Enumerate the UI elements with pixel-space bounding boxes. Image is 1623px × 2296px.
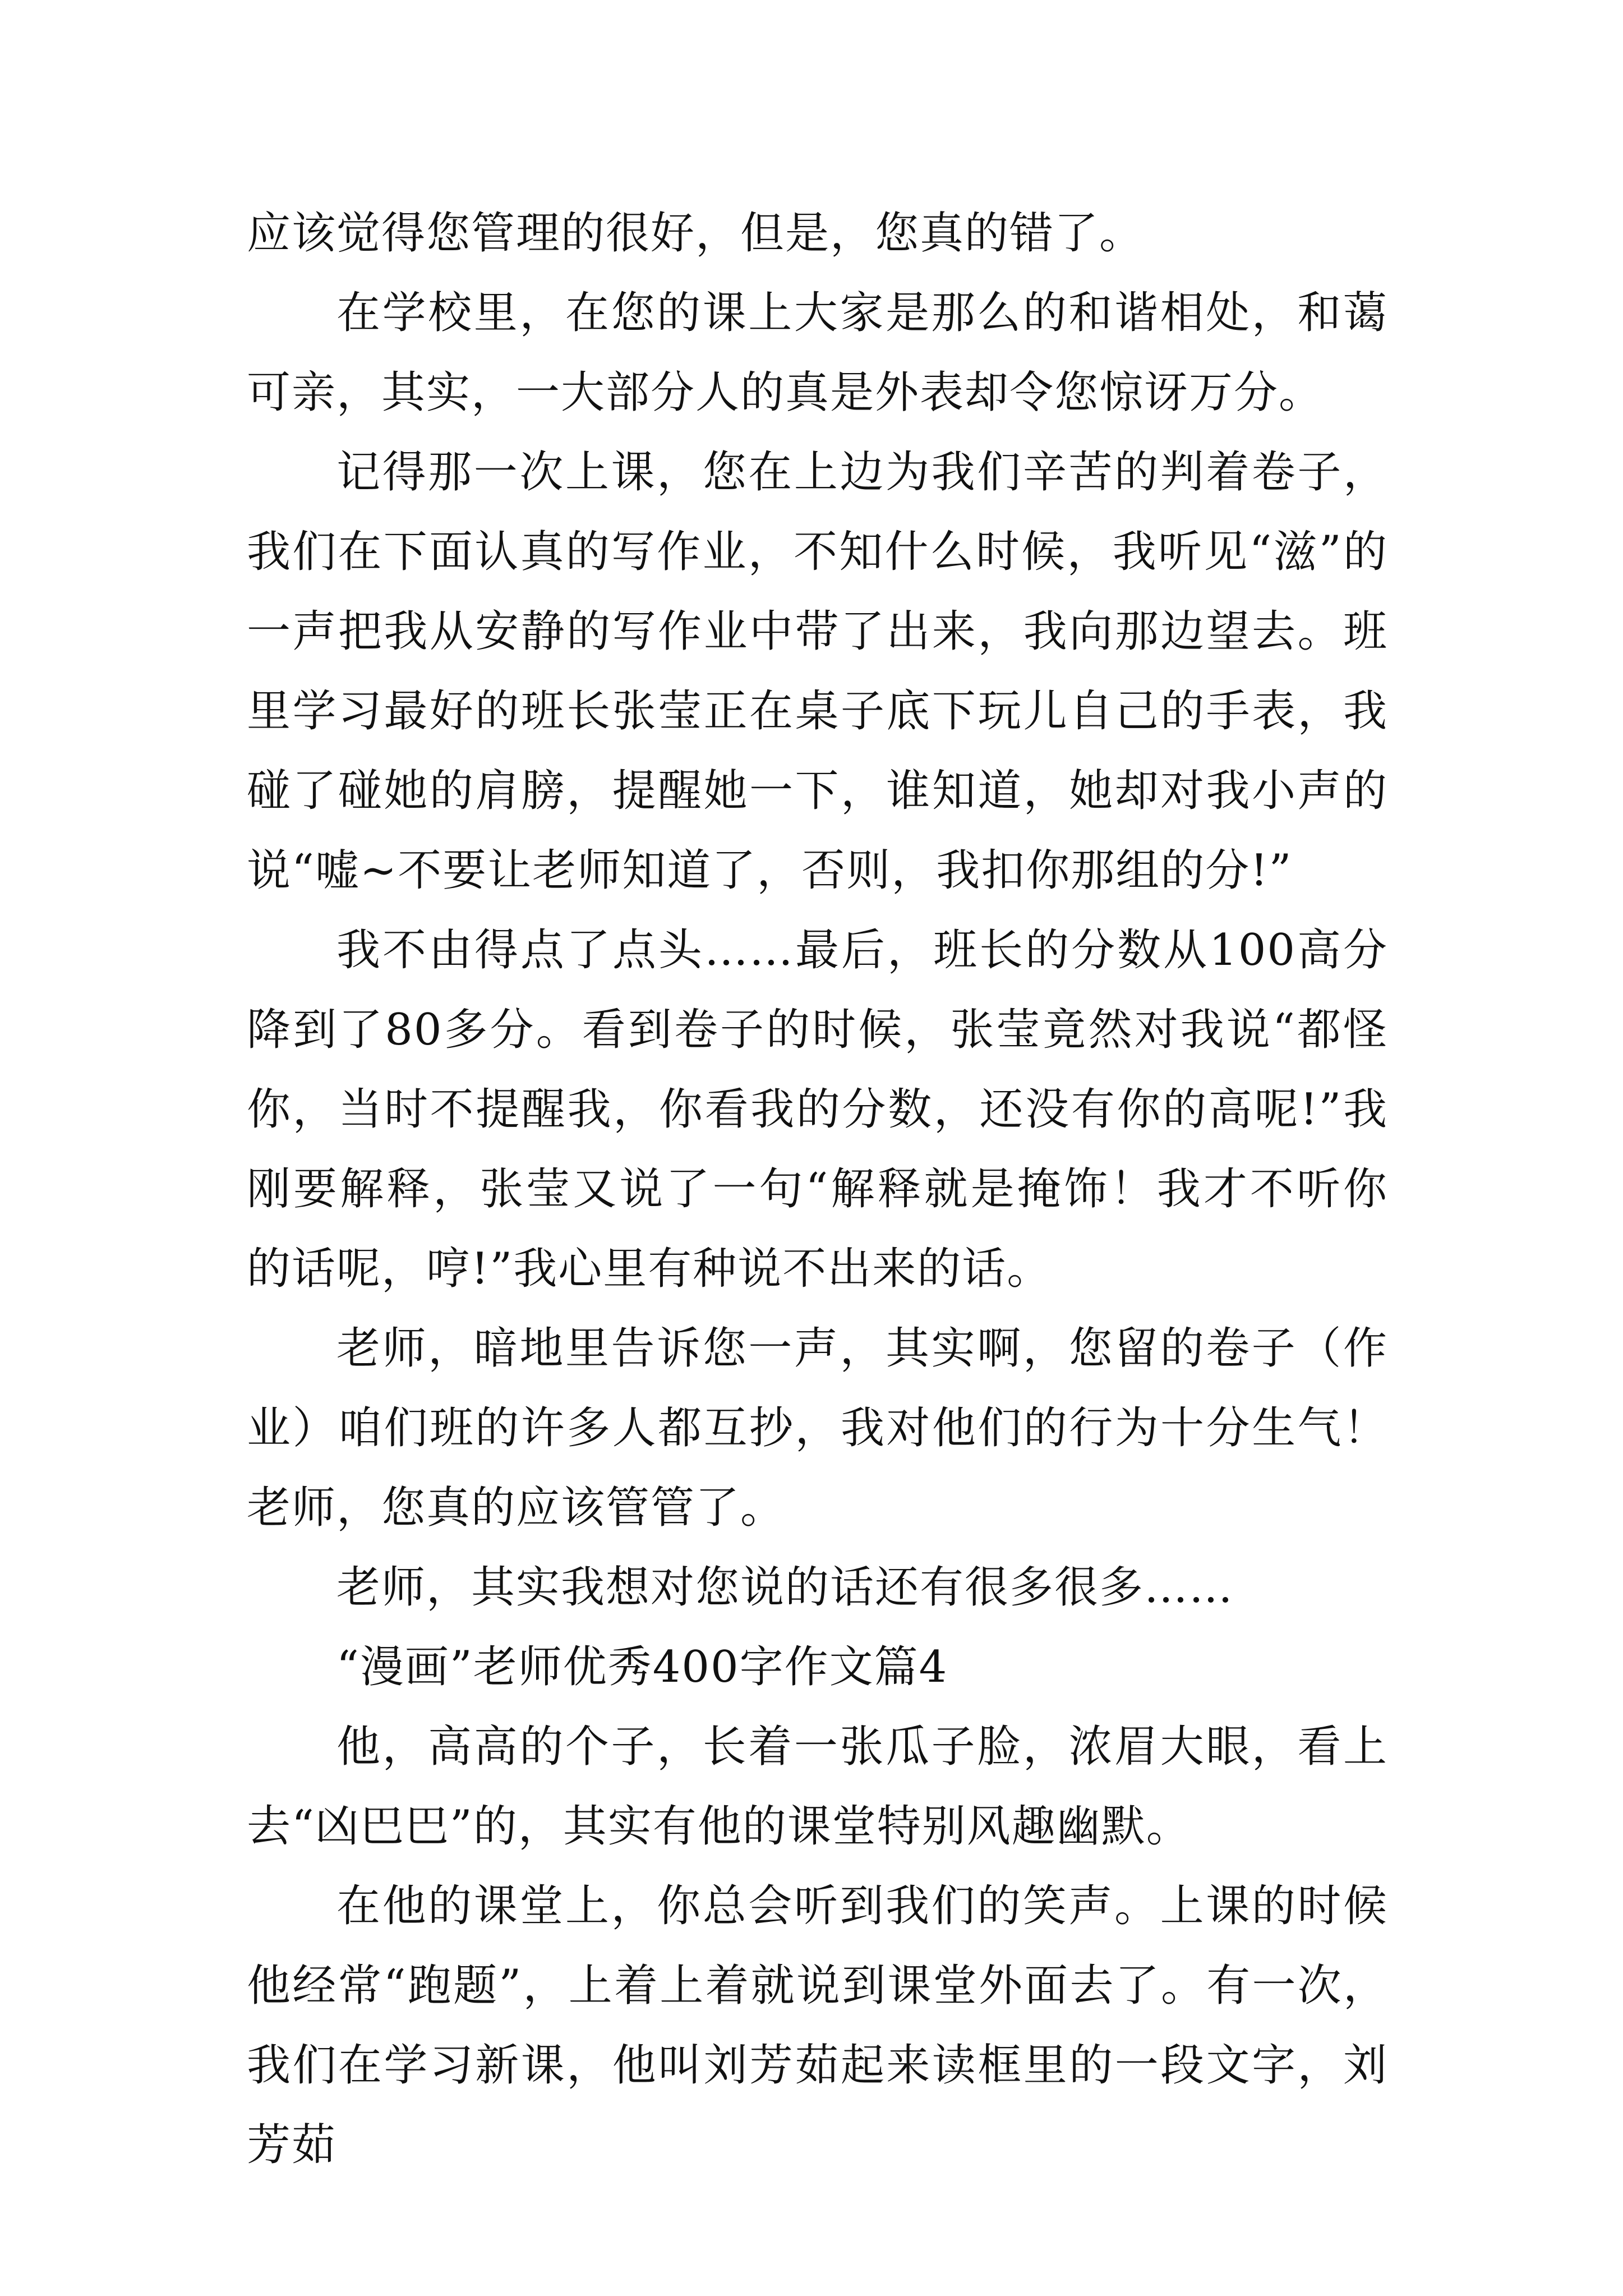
paragraph: 应该觉得您管理的很好，但是，您真的错了。 [247, 208, 1145, 259]
paragraph: 老师，暗地里告诉您一声，其实啊，您留的卷子（作业）咱们班的许多人都互抄，我对他们的行为十分生气！老师，您真的应该管管了。 [247, 1323, 1388, 1533]
document-body [247, 194, 1388, 2185]
paragraph: 他，高高的个子，长着一张瓜子脸，浓眉大眼，看上去“凶巴巴”的，其实有他的课堂特别风趣幽默。 [247, 1722, 1388, 1852]
paragraph: 在他的课堂上，你总会听到我们的笑声。上课的时候他经常“跑题”，上着上着就说到课堂外面去了。有一次，我们在学习新课，他叫刘芳茹起来读框里的一段文字，刘芳茹 [247, 1881, 1388, 2170]
paragraph: 老师，其实我想对您说的话还有很多很多…… [336, 1562, 1234, 1613]
paragraph: 记得那一次上课，您在上边为我们辛苦的判着卷子，我们在下面认真的写作业，不知什么时候，我听见“滋”的一声把我从安静的写作业中带了出来，我向那边望去。班里学习最好的班长张莹正在桌子底下玩儿自己的手表，我碰了碰她的肩膀，提醒她一下，谁知道，她却对我小声的说“嘘~不要让老师知道了，否则，我扣你那组的分!” [247, 447, 1388, 896]
paragraph: 在学校里，在您的课上大家是那么的和谐相处，和蔼可亲，其实，一大部分人的真是外表却令您惊讶万分。 [247, 288, 1388, 418]
section-heading: “漫画”老师优秀400字作文篇4 [336, 1642, 948, 1692]
paragraph: 我不由得点了点头……最后，班长的分数从100高分降到了80多分。看到卷子的时候，张莹竟然对我说“都怪你，当时不提醒我，你看我的分数，还没有你的高呢!”我刚要解释，张莹又说了一句“解释就是掩饰！我才不听你的话呢，哼!”我心里有种说不出来的话。 [247, 925, 1388, 1294]
